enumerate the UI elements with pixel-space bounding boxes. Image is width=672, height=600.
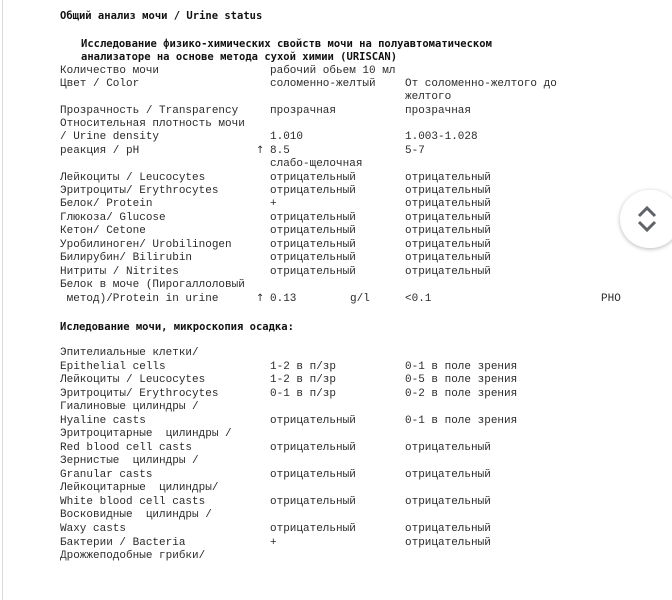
row-reference: отрицательный — [405, 266, 491, 278]
up-arrow-flag-icon: ↑ — [256, 145, 265, 156]
row-value: 1-2 в п/зр — [270, 361, 337, 373]
row-name: Билирубин/ Bilirubin — [60, 252, 193, 264]
row-reference: 0-1 в поле зрения — [405, 415, 518, 427]
row-reference: отрицательный — [405, 225, 491, 237]
row-value: 0.13 — [270, 293, 297, 305]
row-reference: 5-7 — [405, 145, 425, 157]
row-value: отрицательный — [270, 185, 356, 197]
row-reference: 1.003-1.028 — [405, 131, 478, 143]
up-arrow-flag-icon: ↑ — [256, 293, 265, 304]
row-reference: отрицательный — [405, 537, 491, 549]
row-name: Бактерии / Bacteria — [60, 537, 186, 549]
row-name-cont: White blood cell casts — [60, 496, 206, 508]
row-name: Дрожжеподобные грибки/ — [60, 550, 206, 562]
row-name: Эритроциты/ Erythrocytes — [60, 388, 219, 400]
row-name: Количество мочи — [60, 65, 160, 77]
row-name: Относительная плотность мочи — [60, 118, 245, 130]
row-value: 1.010 — [270, 131, 304, 143]
row-name: Нитриты / Nitrites — [60, 266, 179, 278]
row-name: Зернистые цилиндры / — [60, 455, 199, 467]
row-reference: От соломенно-желтого до — [405, 78, 557, 90]
row-name-cont: / Urine density — [60, 131, 160, 143]
row-reference: отрицательный — [405, 496, 491, 508]
row-name: Лейкоциты / Leucocytes — [60, 374, 206, 386]
row-value: 1-2 в п/зр — [270, 374, 337, 386]
row-name: Эпителиальные клетки/ — [60, 347, 199, 359]
row-reference: прозрачная — [405, 105, 472, 117]
row-note: PHO — [601, 293, 621, 305]
row-name: Эритроциты/ Erythrocytes — [60, 185, 219, 197]
row-reference: отрицательный — [405, 252, 491, 264]
row-value: отрицательный — [270, 239, 356, 251]
row-value: прозрачная — [270, 105, 337, 117]
row-value: отрицательный — [270, 496, 356, 508]
row-name-cont: Waxy casts — [60, 523, 127, 535]
row-reference: 0-1 в поле зрения — [405, 361, 518, 373]
row-name-cont: Epithelial cells — [60, 361, 166, 373]
microscopy-heading: Иследование мочи, микроскопия осадка: — [60, 321, 294, 333]
row-reference: отрицательный — [405, 523, 491, 535]
row-name: Белок/ Protein — [60, 198, 153, 210]
row-value: отрицательный — [270, 172, 356, 184]
row-value: 0-1 в п/зр — [270, 388, 337, 400]
page-edge-line — [2, 0, 3, 600]
row-name: Глюкоза/ Glucose — [60, 212, 166, 224]
row-name: Кетон/ Cetone — [60, 225, 146, 237]
row-reference-cont: желтого — [405, 91, 452, 103]
row-value-cont: слабо-щелочная — [270, 158, 363, 170]
up-down-chevron-icon — [637, 205, 657, 233]
row-name: Гиалиновые цилиндры / — [60, 401, 199, 413]
row-reference: отрицательный — [405, 198, 491, 210]
row-value: отрицательный — [270, 415, 356, 427]
scroll-button[interactable] — [620, 190, 672, 248]
row-name: Уробилиноген/ Urobilinogen — [60, 239, 232, 251]
row-reference: 0-2 в поле зрения — [405, 388, 518, 400]
row-name: Лейкоциты / Leucocytes — [60, 172, 206, 184]
row-reference: <0.1 — [405, 293, 432, 305]
section-heading-line-1: Исследование физико-химических свойств мочи на полуавтоматическом — [81, 38, 492, 50]
row-value: отрицательный — [270, 266, 356, 278]
row-name: Эритроцитарные цилиндры / — [60, 428, 232, 440]
row-reference: отрицательный — [405, 212, 491, 224]
row-value: 8.5 — [270, 145, 290, 157]
row-value: рабочий обьем 10 мл — [270, 65, 396, 77]
row-name: Прозрачность / Transparency — [60, 105, 239, 117]
section-heading-line-2: анализаторе на основе метода сухой химии (URISCAN) — [81, 51, 398, 63]
row-name-cont: Granular casts — [60, 469, 153, 481]
row-reference: отрицательный — [405, 239, 491, 251]
row-value: + — [270, 198, 277, 210]
row-value: отрицательный — [270, 469, 356, 481]
row-name: Восковидные цилиндры / — [60, 509, 212, 521]
row-value: + — [270, 537, 277, 549]
row-value: соломенно-желтый — [270, 78, 376, 90]
document-title: Общий анализ мочи / Urine status — [60, 10, 263, 22]
row-reference: отрицательный — [405, 172, 491, 184]
row-value: отрицательный — [270, 523, 356, 535]
row-name: реакция / pH — [60, 145, 140, 157]
row-value: отрицательный — [270, 252, 356, 264]
row-name-cont: Hyaline casts — [60, 415, 146, 427]
row-name-cont: Red blood cell casts — [60, 442, 193, 454]
row-reference: отрицательный — [405, 469, 491, 481]
row-reference: отрицательный — [405, 442, 491, 454]
row-value: отрицательный — [270, 225, 356, 237]
row-reference: отрицательный — [405, 185, 491, 197]
row-unit: g/l — [350, 293, 370, 305]
row-name: Лейкоцитарные цилиндры/ — [60, 482, 219, 494]
row-name-cont: метод)/Protein in urine — [60, 293, 219, 305]
row-name: Белок в моче (Пирогаллоловый — [60, 279, 245, 291]
row-value: отрицательный — [270, 212, 356, 224]
row-value: отрицательный — [270, 442, 356, 454]
row-reference: 0-5 в поле зрения — [405, 374, 518, 386]
row-name: Цвет / Color — [60, 78, 140, 90]
